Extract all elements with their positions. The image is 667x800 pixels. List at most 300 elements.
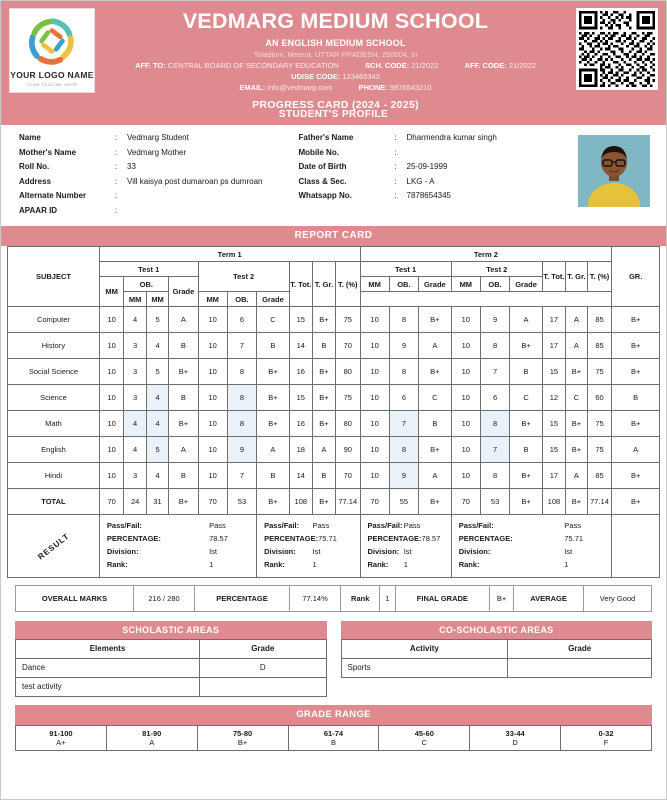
mark-cell-t2-tot: 12 xyxy=(542,385,565,411)
result-value-pass-fail: Pass xyxy=(209,520,226,530)
overall-summary-section xyxy=(1,578,666,618)
header-t1-test1-mm: MM xyxy=(99,277,124,307)
mark-cell-t2-test2-grade: B+ xyxy=(510,333,543,359)
mark-cell-t1-pct: 80 xyxy=(336,411,361,437)
mark-cell-t2-test2-grade: B+ xyxy=(510,463,543,489)
label-mothers-name: Mother's Name xyxy=(19,147,77,157)
mark-cell-t1-test1-grade: B+ xyxy=(169,359,198,385)
profile-row-fathers-name xyxy=(299,133,579,142)
mark-cell-t2-test1-ob: 8 xyxy=(389,307,418,333)
qr-code-icon xyxy=(576,8,658,90)
mark-cell-t1-pct: 70 xyxy=(336,333,361,359)
result-key-percentage: PERCENTAGE: xyxy=(264,533,319,543)
result-label: RESULT xyxy=(35,530,71,562)
mark-cell-t2-tot: 15 xyxy=(542,411,565,437)
result-block-1 xyxy=(257,515,360,578)
circular-logo-icon xyxy=(26,15,78,67)
grade-letter: D xyxy=(512,737,518,747)
result-value-rank: 1 xyxy=(564,559,569,569)
co-scholastic-banner: CO-SCHOLASTIC AREAS xyxy=(341,621,653,639)
grade-letter: A+ xyxy=(56,737,66,747)
mark-cell-t1-tot: 15 xyxy=(289,385,312,411)
scholastic-name: Dance xyxy=(16,658,200,677)
sch-code-value: 21/2022 xyxy=(411,60,439,70)
header-t1-ttot: T. Tot. xyxy=(289,262,312,307)
mark-cell-t1-test1-ob-mm2: 4 xyxy=(146,411,168,437)
mark-cell-t2-tot: 17 xyxy=(542,463,565,489)
grade-range-table xyxy=(15,725,652,751)
co-scholastic-table xyxy=(341,639,653,678)
mark-cell-gr: B+ xyxy=(612,463,660,489)
mark-cell-t1-tot: 16 xyxy=(289,411,312,437)
mark-cell-t1-test2-mm: 10 xyxy=(198,437,227,463)
mark-cell-t1-tot: 14 xyxy=(289,463,312,489)
subject-cell: Computer xyxy=(8,307,100,333)
mark-cell-t2-test2-mm: 10 xyxy=(451,359,480,385)
co-scholastic-name: Sports xyxy=(341,658,508,677)
result-value-percentage: 78.57 xyxy=(421,533,441,543)
overall-table xyxy=(15,585,652,612)
grade-range-cell xyxy=(197,725,288,750)
sch-code-label: SCH. CODE: xyxy=(365,60,410,70)
mark-cell-t1-test2-grade: B xyxy=(257,333,290,359)
mark-cell-t1-test2-grade: B+ xyxy=(257,489,290,515)
mark-cell-t1-test1-ob-mm2: 5 xyxy=(146,437,168,463)
mark-cell-t1-test1-ob-mm1: 4 xyxy=(124,307,146,333)
grade-letter: B+ xyxy=(237,737,248,747)
header-t2-test1-ob: OB. xyxy=(389,277,418,292)
mark-cell-t1-test1-mm: 10 xyxy=(99,463,124,489)
marks-table-body xyxy=(8,307,660,515)
mark-cell-t1-test1-grade: B xyxy=(169,463,198,489)
header-t2-tgr: T. Gr. xyxy=(566,262,588,292)
mark-cell-t1-test1-ob-mm1: 3 xyxy=(124,463,146,489)
result-value-division: Ist xyxy=(403,546,412,556)
co-scholastic-col-activity: Activity xyxy=(341,639,508,658)
label-address: Address xyxy=(19,176,52,186)
value-whatsapp-no: 7878654345 xyxy=(406,191,451,200)
grade-range-value: 0-32 xyxy=(598,728,614,738)
mark-cell-t1-pct: 80 xyxy=(336,359,361,385)
label-roll-no: Roll No. xyxy=(19,162,50,171)
grade-range-value: 91-100 xyxy=(49,728,73,738)
mark-cell-t2-tot: 15 xyxy=(542,437,565,463)
mark-cell-t1-test2-grade: B+ xyxy=(257,385,290,411)
mark-cell-t2-test1-ob: 7 xyxy=(389,411,418,437)
mark-cell-t2-gr: B+ xyxy=(566,411,588,437)
colon: : xyxy=(115,191,118,200)
grade-letter: F xyxy=(603,737,609,747)
value-address: Vill kaisya post dumaroan ps dumroan xyxy=(127,176,263,186)
subject-cell: History xyxy=(8,333,100,359)
contact-line xyxy=(101,83,570,92)
affiliation-line xyxy=(101,61,570,70)
header-t1-test1-ob-mm1: MM xyxy=(124,292,146,307)
student-photo xyxy=(578,135,650,207)
result-value-pass-fail: Pass xyxy=(312,520,330,530)
table-row xyxy=(8,307,660,333)
scholastic-name: test activity xyxy=(16,677,200,696)
mark-cell-t1-test1-ob-mm2: 4 xyxy=(146,385,168,411)
mark-cell-t1-test2-ob: 7 xyxy=(227,463,256,489)
label-fathers-name: Father's Name xyxy=(298,133,354,142)
co-scholastic-grade xyxy=(508,658,652,677)
mark-cell-t1-tot: 15 xyxy=(289,307,312,333)
header-t1-test2-mm: MM xyxy=(198,292,227,307)
mark-cell-t1-test2-mm: 10 xyxy=(198,463,227,489)
mark-cell-t1-test1-ob-mm2: 5 xyxy=(146,307,168,333)
mark-cell-t2-test1-grade: A xyxy=(419,333,452,359)
label-apaar-id: APAAR ID xyxy=(19,205,58,215)
report-card-section xyxy=(1,246,666,578)
table-row xyxy=(8,411,660,437)
colon: : xyxy=(115,147,118,157)
mark-cell-t1-test2-mm: 10 xyxy=(198,411,227,437)
mark-cell-t2-test2-ob: 53 xyxy=(480,489,509,515)
school-address: Toladinni, Meerut, UTTAR PRADESH, 250004, In xyxy=(253,49,418,59)
subject-cell: Math xyxy=(8,411,100,437)
email-value: info@vedmarg.com xyxy=(267,82,333,92)
school-name: VEDMARG MEDIUM SCHOOL xyxy=(182,9,489,33)
value-mothers-name: Vedmarg Mother xyxy=(127,147,187,157)
mark-cell-t1-gr: B xyxy=(312,463,335,489)
mark-cell-t2-test2-grade: B xyxy=(510,437,543,463)
mark-cell-t1-test1-mm: 10 xyxy=(99,359,124,385)
result-spacer xyxy=(612,515,660,578)
mark-cell-gr: B+ xyxy=(612,307,660,333)
udise-line xyxy=(101,72,570,81)
profile-row-whatsapp-no xyxy=(299,191,579,200)
mark-cell-t2-gr: B+ xyxy=(566,359,588,385)
colon: : xyxy=(115,162,118,171)
table-row xyxy=(8,463,660,489)
mark-cell-t1-pct: 90 xyxy=(336,437,361,463)
mark-cell-t2-pct: 85 xyxy=(587,463,612,489)
co-scholastic-header-row xyxy=(341,639,652,658)
mark-cell-t2-gr: A xyxy=(566,333,588,359)
mark-cell-t2-test2-mm: 70 xyxy=(451,489,480,515)
grade-range-cell xyxy=(379,725,470,750)
result-block-0 xyxy=(99,515,256,578)
mark-cell-t2-test1-grade: B+ xyxy=(419,359,452,385)
scholastic-grade xyxy=(200,677,326,696)
result-value-division: Ist xyxy=(209,546,218,556)
mark-cell-t2-gr: A xyxy=(566,307,588,333)
scholastic-col-grade: Grade xyxy=(200,639,326,658)
mark-cell-t2-test1-ob: 8 xyxy=(389,359,418,385)
mark-cell-t1-test1-ob-mm1: 3 xyxy=(124,385,146,411)
mark-cell-t2-test1-mm: 10 xyxy=(360,307,389,333)
mark-cell-t1-test1-grade: B xyxy=(169,333,198,359)
overall-percentage-value: 77.14% xyxy=(289,586,340,612)
scholastic-areas xyxy=(15,621,327,697)
label-mobile-no: Mobile No. xyxy=(298,147,339,157)
co-scholastic-areas xyxy=(341,621,653,697)
mark-cell-t1-gr: B+ xyxy=(312,489,335,515)
mark-cell-t1-test1-mm: 10 xyxy=(99,385,124,411)
value-class-sec: LKG - A xyxy=(406,176,435,186)
result-value-division: Ist xyxy=(564,546,573,556)
profile-right-column xyxy=(299,133,579,220)
mark-cell-t2-gr: B+ xyxy=(566,489,588,515)
mark-cell-t2-pct: 75 xyxy=(587,411,612,437)
header-t2-test1-grade: Grade xyxy=(419,277,452,292)
mark-cell-t2-pct: 75 xyxy=(587,359,612,385)
table-row xyxy=(341,658,652,677)
mark-cell-t2-gr: C xyxy=(566,385,588,411)
colon: : xyxy=(394,176,397,186)
mark-cell-t2-test2-mm: 10 xyxy=(451,411,480,437)
mark-cell-t1-test2-grade: B+ xyxy=(257,359,290,385)
mark-cell-t2-test2-mm: 10 xyxy=(451,307,480,333)
header-subject: SUBJECT xyxy=(8,247,100,307)
scholastic-col-elements: Elements xyxy=(16,639,200,658)
mark-cell-t2-test1-ob: 6 xyxy=(389,385,418,411)
header-t1-test1: Test 1 xyxy=(99,262,198,277)
mark-cell-t2-pct: 85 xyxy=(587,333,612,359)
mark-cell-t2-test1-mm: 10 xyxy=(360,359,389,385)
header-text-block xyxy=(95,8,576,111)
mark-cell-gr: A xyxy=(612,437,660,463)
header-term2: Term 2 xyxy=(360,247,612,262)
mark-cell-t1-test1-mm: 10 xyxy=(99,411,124,437)
phone-label: PHONE: xyxy=(358,82,388,92)
areas-section xyxy=(1,618,666,697)
grade-range-section xyxy=(1,697,666,751)
overall-marks-value: 216 / 280 xyxy=(134,586,195,612)
header-gr: GR. xyxy=(612,247,660,307)
label-whatsapp-no: Whatsapp No. xyxy=(298,191,352,200)
mark-cell-t1-test1-ob-mm2: 4 xyxy=(146,463,168,489)
mark-cell-t1-test2-mm: 70 xyxy=(198,489,227,515)
header-t1-test2-ob: OB. xyxy=(227,292,256,307)
profile-left-column xyxy=(19,133,299,220)
mark-cell-t1-test2-ob: 8 xyxy=(227,411,256,437)
overall-row xyxy=(16,586,652,612)
profile-row-alternate-number xyxy=(19,191,299,200)
mark-cell-t1-test1-ob-mm1: 3 xyxy=(124,359,146,385)
mark-cell-t2-test2-mm: 10 xyxy=(451,463,480,489)
aff-to-value: CENTRAL BOARD OF SECONDARY EDUCATION xyxy=(167,60,339,70)
subject-cell: English xyxy=(8,437,100,463)
result-value-percentage: 75.71 xyxy=(318,533,337,543)
table-row xyxy=(16,658,327,677)
header-t1-test1-ob: OB. xyxy=(124,277,169,292)
table-row xyxy=(8,385,660,411)
phone-value: 9876543210 xyxy=(389,82,432,92)
subject-cell: TOTAL xyxy=(8,489,100,515)
mark-cell-t2-test1-grade: B xyxy=(419,411,452,437)
overall-rank-value: 1 xyxy=(380,586,395,612)
udise-value: 123465342 xyxy=(342,71,380,81)
result-key-pass-fail: Pass/Fail: xyxy=(367,520,403,530)
result-value-rank: 1 xyxy=(312,559,317,569)
mark-cell-t2-test2-ob: 8 xyxy=(480,411,509,437)
mark-cell-t1-test2-ob: 8 xyxy=(227,359,256,385)
mark-cell-t1-test2-grade: B xyxy=(257,463,290,489)
profile-row-address xyxy=(19,177,299,186)
mark-cell-t1-test2-grade: C xyxy=(257,307,290,333)
mark-cell-t1-test1-ob-mm1: 3 xyxy=(124,333,146,359)
mark-cell-gr: B xyxy=(612,385,660,411)
mark-cell-t2-test2-ob: 7 xyxy=(480,437,509,463)
result-key-division: Division: xyxy=(264,546,296,556)
mark-cell-t1-tot: 18 xyxy=(289,437,312,463)
marks-table xyxy=(7,246,660,578)
mark-cell-t1-gr: B+ xyxy=(312,307,335,333)
logo-tagline-text: YOUR TAGLINE HERE xyxy=(26,81,78,87)
mark-cell-t2-tot: 17 xyxy=(542,307,565,333)
co-scholastic-col-grade: Grade xyxy=(508,639,652,658)
subject-cell: Social Science xyxy=(8,359,100,385)
grade-range-cell xyxy=(16,725,107,750)
school-subtitle: AN ENGLISH MEDIUM SCHOOL xyxy=(265,37,406,48)
colon: : xyxy=(115,205,118,215)
result-value-percentage: 75.71 xyxy=(564,533,584,543)
value-name: Vedmarg Student xyxy=(127,133,189,142)
mark-cell-t2-test1-mm: 10 xyxy=(360,333,389,359)
mark-cell-t2-test1-ob: 9 xyxy=(389,333,418,359)
mark-cell-t2-test2-ob: 9 xyxy=(480,307,509,333)
school-logo xyxy=(9,8,95,93)
mark-cell-t1-pct: 75 xyxy=(336,385,361,411)
profile-row-mobile-no xyxy=(299,148,579,157)
mark-cell-t1-test2-grade: B+ xyxy=(257,411,290,437)
mark-cell-t2-test2-ob: 8 xyxy=(480,463,509,489)
value-roll-no: 33 xyxy=(127,162,136,171)
mark-cell-t2-pct: 60 xyxy=(587,385,612,411)
label-date-of-birth: Date of Birth xyxy=(298,162,347,171)
student-profile-section xyxy=(1,125,666,226)
mark-cell-t1-test2-mm: 10 xyxy=(198,385,227,411)
mark-cell-t1-test1-mm: 70 xyxy=(99,489,124,515)
student-profile-banner: STUDENT'S PROFILE xyxy=(1,105,666,125)
mark-cell-t1-test1-ob-mm2: 5 xyxy=(146,359,168,385)
mark-cell-t2-test2-grade: C xyxy=(510,385,543,411)
result-block-2 xyxy=(360,515,451,578)
email-label: EMAIL: xyxy=(239,82,266,92)
overall-final-grade-label: FINAL GRADE xyxy=(395,586,489,612)
colon: : xyxy=(394,133,397,142)
result-key-pass-fail: Pass/Fail: xyxy=(106,520,142,530)
mark-cell-t2-test1-grade: C xyxy=(419,385,452,411)
grade-letter: B xyxy=(330,737,336,747)
mark-cell-t1-test2-ob: 6 xyxy=(227,307,256,333)
mark-cell-t2-pct: 77.14 xyxy=(587,489,612,515)
result-value-division: Ist xyxy=(312,546,321,556)
progress-card-title: PROGRESS CARD (2024 - 2025) xyxy=(252,98,419,111)
mark-cell-t1-test2-ob: 9 xyxy=(227,437,256,463)
table-row xyxy=(8,333,660,359)
mark-cell-t1-test1-ob-mm1: 24 xyxy=(124,489,146,515)
profile-row-mothers-name xyxy=(19,148,299,157)
grade-range-value: 33-44 xyxy=(505,728,525,738)
result-section xyxy=(8,515,660,578)
mark-cell-t1-test2-mm: 10 xyxy=(198,307,227,333)
mark-cell-t2-tot: 15 xyxy=(542,359,565,385)
mark-cell-t2-test1-ob: 8 xyxy=(389,437,418,463)
scholastic-grade: D xyxy=(200,658,326,677)
result-value-pass-fail: Pass xyxy=(564,520,581,530)
result-key-percentage: PERCENTAGE: xyxy=(106,533,161,543)
result-key-rank: Rank: xyxy=(264,559,285,569)
mark-cell-t1-test1-mm: 10 xyxy=(99,307,124,333)
mark-cell-t2-test2-ob: 8 xyxy=(480,333,509,359)
mark-cell-t2-test1-mm: 10 xyxy=(360,411,389,437)
mark-cell-t2-gr: A xyxy=(566,463,588,489)
mark-cell-t1-gr: B+ xyxy=(312,411,335,437)
table-row xyxy=(8,437,660,463)
mark-cell-t1-test2-ob: 7 xyxy=(227,333,256,359)
value-date-of-birth: 25-09-1999 xyxy=(406,162,448,171)
mark-cell-t1-gr: B xyxy=(312,333,335,359)
overall-final-grade-value: B+ xyxy=(490,586,514,612)
colon: : xyxy=(115,176,118,186)
result-label-cell xyxy=(8,515,100,578)
result-key-division: Division: xyxy=(367,546,400,556)
header-term1: Term 1 xyxy=(99,247,360,262)
grade-range-value: 45-60 xyxy=(414,728,434,738)
result-value-rank: 1 xyxy=(403,559,408,569)
header-t2-test2-mm: MM xyxy=(451,277,480,292)
mark-cell-t2-test2-mm: 10 xyxy=(451,437,480,463)
document-header xyxy=(1,1,666,111)
profile-row-apaar-id xyxy=(19,206,299,215)
mark-cell-t2-test2-mm: 10 xyxy=(451,385,480,411)
mark-cell-t2-tot: 17 xyxy=(542,333,565,359)
mark-cell-t1-test1-ob-mm1: 4 xyxy=(124,437,146,463)
mark-cell-t1-test1-grade: B xyxy=(169,385,198,411)
mark-cell-t2-test1-mm: 10 xyxy=(360,463,389,489)
subject-cell: Science xyxy=(8,385,100,411)
mark-cell-t1-pct: 75 xyxy=(336,307,361,333)
mark-cell-t1-test2-mm: 10 xyxy=(198,359,227,385)
grade-range-row xyxy=(16,725,652,750)
mark-cell-t2-test1-grade: B+ xyxy=(419,437,452,463)
mark-cell-t2-test2-grade: B+ xyxy=(510,411,543,437)
grade-range-cell xyxy=(470,725,561,750)
mark-cell-t1-pct: 70 xyxy=(336,463,361,489)
value-fathers-name: Dharmendra kumar singh xyxy=(406,133,497,142)
result-key-pass-fail: Pass/Fail: xyxy=(264,520,300,530)
result-key-division: Division: xyxy=(458,546,491,556)
grade-range-cell xyxy=(106,725,197,750)
header-t2-test1: Test 1 xyxy=(360,262,451,277)
grade-range-value: 81-90 xyxy=(142,728,162,738)
result-key-pass-fail: Pass/Fail: xyxy=(458,520,494,530)
colon: : xyxy=(394,162,397,171)
mark-cell-t1-tot: 16 xyxy=(289,359,312,385)
label-name: Name xyxy=(19,133,41,142)
overall-average-label: AVERAGE xyxy=(514,586,584,612)
mark-cell-t2-gr: B+ xyxy=(566,437,588,463)
mark-cell-t2-test1-mm: 70 xyxy=(360,489,389,515)
scholastic-banner: SCHOLASTIC AREAS xyxy=(15,621,327,639)
colon: : xyxy=(115,133,118,142)
grade-range-cell xyxy=(561,725,652,750)
result-key-rank: Rank: xyxy=(106,559,128,569)
header-t1-test2: Test 2 xyxy=(198,262,289,292)
mark-cell-t2-test2-grade: B+ xyxy=(510,489,543,515)
label-class-sec: Class & Sec. xyxy=(298,176,347,186)
profile-row-name xyxy=(19,133,299,142)
mark-cell-t1-tot: 108 xyxy=(289,489,312,515)
table-row xyxy=(8,489,660,515)
header-t1-test2-grade: Grade xyxy=(257,292,290,307)
mark-cell-t2-test1-ob: 9 xyxy=(389,463,418,489)
colon: : xyxy=(394,147,397,157)
label-alternate-number: Alternate Number xyxy=(19,191,87,200)
